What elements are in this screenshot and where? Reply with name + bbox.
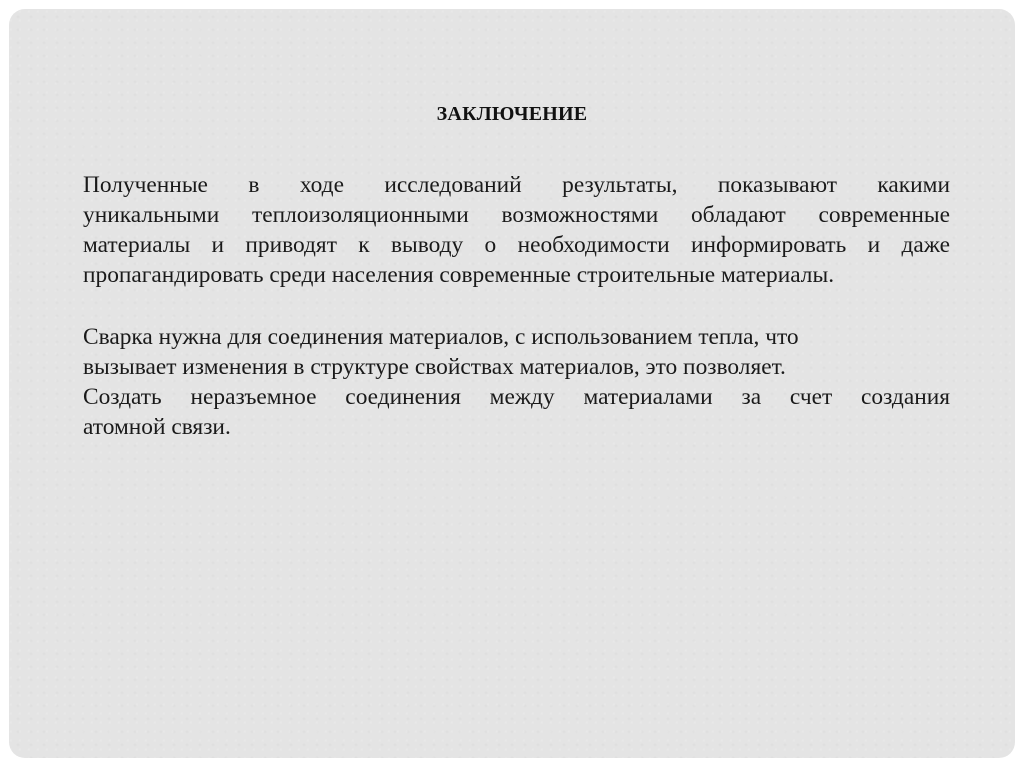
conclusion-paragraph (83, 170, 950, 290)
paragraph-line: Полученные в ходе исследований результаты, показывают какими (83, 172, 950, 198)
paragraph-line: пропагандировать среди населения современные строительные материалы. (83, 262, 835, 288)
welding-paragraph (83, 322, 950, 442)
paragraph-line: уникальными теплоизоляционными возможностями обладают современные (83, 202, 950, 228)
slide-title: ЗАКЛЮЧЕНИЕ (436, 103, 588, 125)
slide (9, 9, 1015, 758)
paragraph-line: материалы и приводят к выводу о необходимости информировать и даже (83, 232, 950, 258)
paragraph-line: атомной связи. (83, 414, 231, 440)
paragraph-line: Сварка нужна для соединения материалов, с использованием тепла, что (83, 324, 799, 350)
paragraph-line: вызывает изменения в структуре свойствах материалов, это позволяет. (83, 354, 786, 380)
paragraph-line: Создать неразъемное соединения между материалами за счет создания (83, 384, 950, 410)
